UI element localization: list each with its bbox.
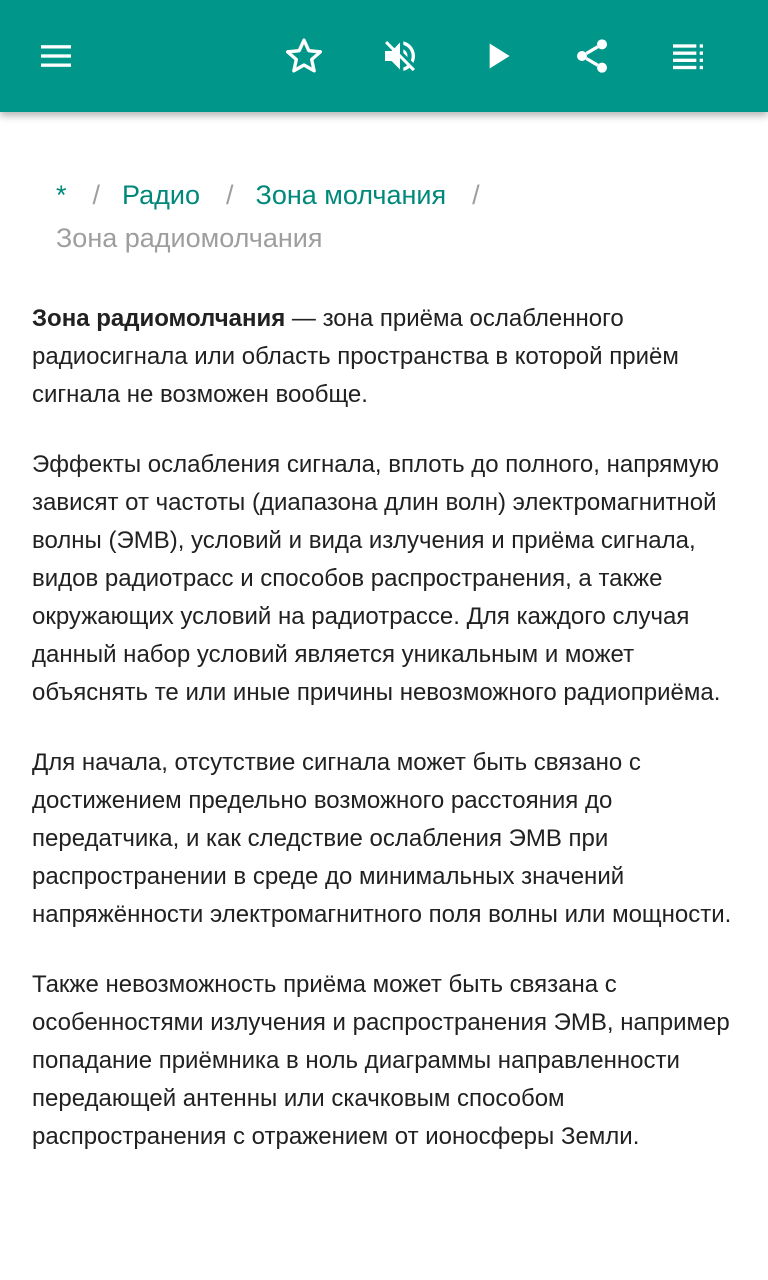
playlist-icon[interactable]	[658, 26, 718, 86]
play-icon[interactable]	[468, 26, 528, 86]
star-outline-icon[interactable]	[274, 26, 334, 86]
app-bar	[0, 0, 768, 112]
article-definition: — зона приёма ослабленного радиосигнала или область пространства в которой приём сигнала не возможен вообще.	[32, 305, 679, 408]
share-icon[interactable]	[562, 26, 622, 86]
article-paragraph	[32, 300, 736, 414]
article-paragraph: Для начала, отсутствие сигнала может быть связано с достижением предельно возможного расстояния до передатчика, и как следствие ослабления ЭМВ при распространении в среде до минимальных значений напряжённости электромагнитного поля волны или мощности.	[32, 749, 732, 928]
article-body	[32, 300, 736, 1156]
breadcrumb-silence-zone-link[interactable]: Зона молчания	[255, 180, 447, 210]
breadcrumb-separator: /	[472, 180, 480, 210]
breadcrumb-radio-link[interactable]: Радио	[122, 180, 201, 210]
article-term: Зона радиомолчания	[32, 305, 286, 332]
breadcrumb-separator: /	[226, 180, 234, 210]
content-area	[32, 112, 736, 1188]
article-paragraph: Эффекты ослабления сигнала, вплоть до полного, напрямую зависят от частоты (диапазона длин волн) электромагнитной волны (ЭМВ), условий и вида излучения и приёма сигнала, видов радиотрасс и способов распространения, а также окружающих условий на радиотрассе. Для каждого случая данный набор условий является уникальным и может объяснять те или иные причины невозможного радиоприёма.	[32, 451, 721, 706]
breadcrumb	[32, 174, 736, 260]
menu-icon[interactable]	[26, 26, 86, 86]
breadcrumb-separator: /	[92, 180, 101, 210]
breadcrumb-current: Зона радиомолчания	[56, 223, 323, 253]
volume-off-icon[interactable]	[370, 26, 430, 86]
article-paragraph: Также невозможность приёма может быть связана с особенностями излучения и распространения ЭМВ, например попадание приёмника в ноль диаграммы направленности передающей антенны или скачковым способом распространения с отражением от ионосферы Земли.	[32, 971, 730, 1150]
breadcrumb-home-link[interactable]: *	[56, 180, 67, 210]
